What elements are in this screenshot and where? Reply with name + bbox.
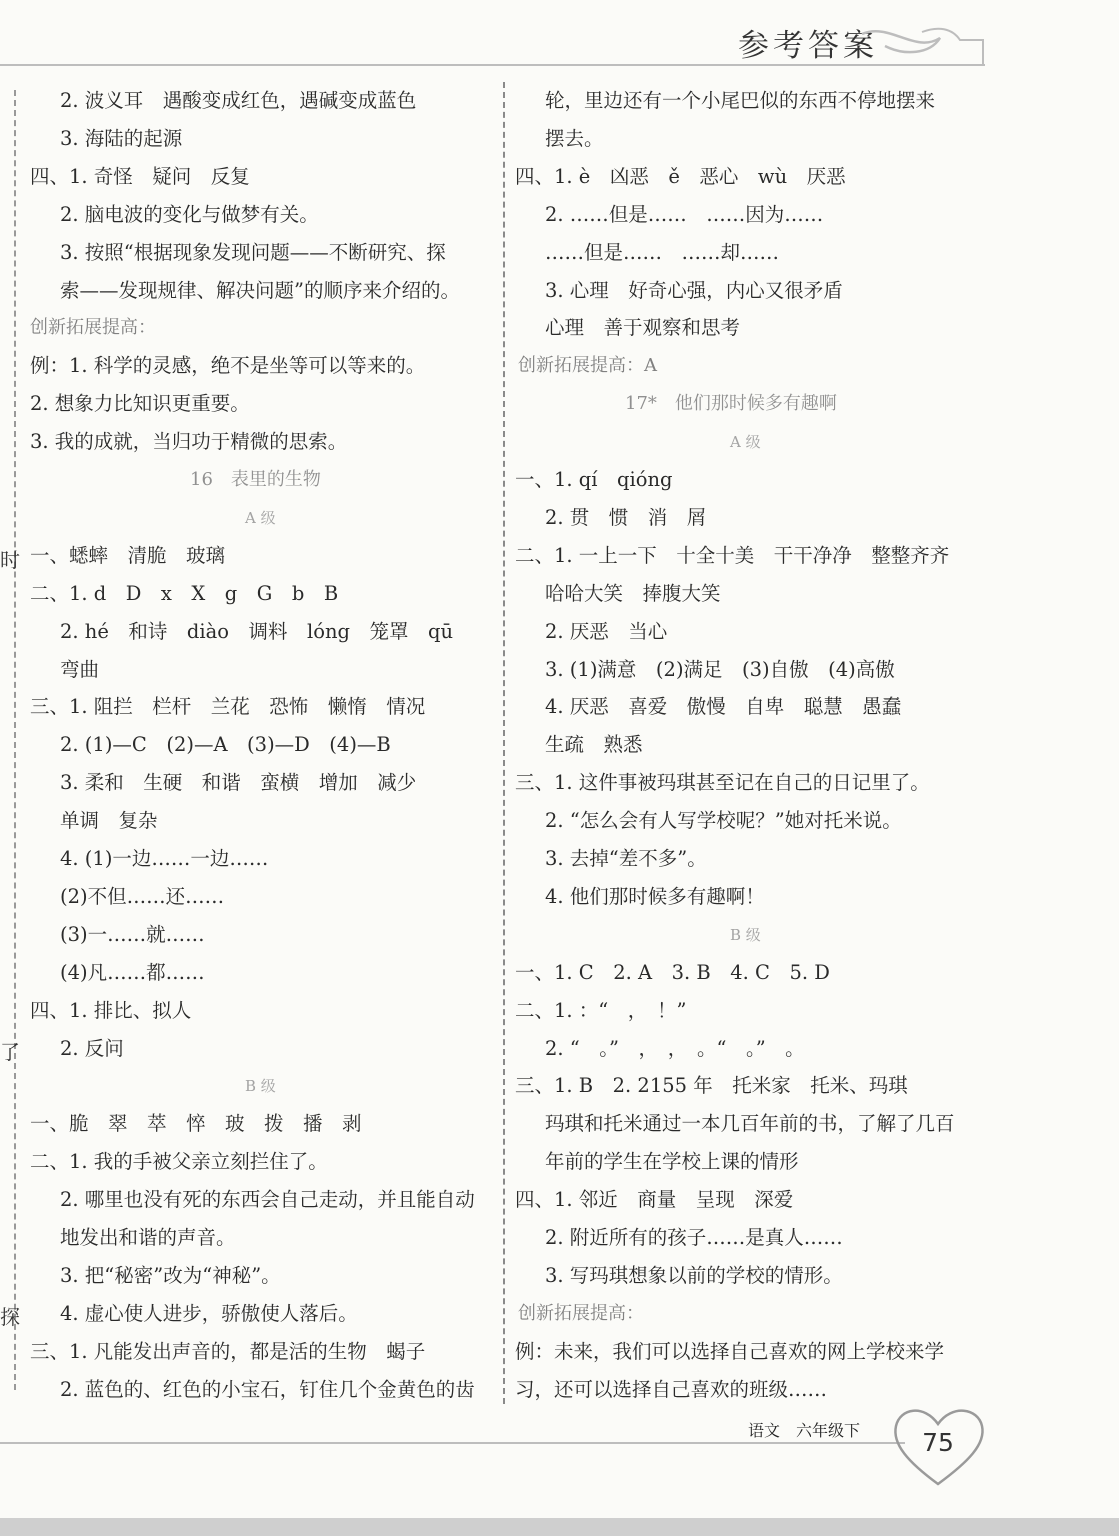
answer-line: 生疏 熟悉 bbox=[545, 733, 643, 757]
answer-line: 二、1. 一上一下 十全十美 干干净净 整整齐齐 bbox=[515, 543, 950, 567]
answer-line: 四、1. 排比、拟人 bbox=[30, 998, 192, 1022]
edge-mark: 探 bbox=[0, 1305, 20, 1329]
edge-mark: 了 bbox=[0, 1040, 20, 1064]
answer-line: 4. 虚心使人进步，骄傲使人落后。 bbox=[60, 1301, 358, 1325]
answer-line: 2. 附近所有的孩子……是真人…… bbox=[545, 1226, 843, 1249]
left-edge-tick bbox=[14, 90, 16, 1390]
edge-mark: 时 bbox=[0, 548, 20, 572]
answer-line: 四、1. 奇怪 疑问 反复 bbox=[30, 164, 250, 188]
answer-line: 习，还可以选择自己喜欢的班级…… bbox=[515, 1377, 828, 1401]
answer-line: 三、1. B 2. 2155 年 托米家 托米、玛琪 bbox=[515, 1074, 908, 1098]
answer-line: 2. 想象力比知识更重要。 bbox=[30, 392, 250, 416]
answer-line: 二、1. 我的手被父亲立刻拦住了。 bbox=[30, 1150, 328, 1174]
column-divider bbox=[503, 82, 505, 1404]
answer-line: 例：未来，我们可以选择自己喜欢的网上学校来学 bbox=[515, 1339, 945, 1363]
answer-line: 四、1. è 凶恶 ě 恶心 wù 厌恶 bbox=[515, 164, 846, 188]
answer-line: 2. (1)—C (2)—A (3)—D (4)—B bbox=[60, 733, 391, 757]
answer-line: 心理 善于观察和思考 bbox=[545, 316, 741, 340]
answer-line: 3. 去掉“差不多”。 bbox=[545, 847, 707, 870]
answer-line: 2. 反问 bbox=[60, 1036, 124, 1060]
answer-line: 哈哈大笑 捧腹大笑 bbox=[545, 581, 721, 605]
answer-line: 摆去。 bbox=[545, 126, 604, 150]
answer-line: 二、1. ：“ ， ！” bbox=[515, 998, 687, 1022]
answer-line: 3. 写玛琪想象以前的学校的情形。 bbox=[545, 1263, 843, 1287]
answer-line: 三、1. 凡能发出声音的，都是活的生物 蝎子 bbox=[30, 1339, 426, 1363]
answer-line: 2. “ 。” ， ， 。“ 。” 。 bbox=[545, 1036, 805, 1060]
subheading: 创新拓展提高：A bbox=[518, 355, 657, 377]
answer-line: 一、1. qí qióng bbox=[515, 468, 673, 491]
answer-line: 3. 柔和 生硬 和谐 蛮横 增加 减少 bbox=[60, 771, 417, 795]
answer-line: 三、1. 阻拦 栏杆 兰花 恐怖 懒惰 情况 bbox=[30, 695, 426, 719]
answer-line: 2. hé 和诗 diào 调料 lóng 笼罩 qū bbox=[60, 619, 454, 643]
answer-line: 3. 把“秘密”改为“神秘”。 bbox=[60, 1263, 281, 1287]
header-rule bbox=[0, 64, 985, 66]
answer-line: 地发出和谐的声音。 bbox=[60, 1226, 236, 1249]
answer-line: (3)一……就…… bbox=[60, 922, 205, 946]
section-title: 16 表里的生物 bbox=[190, 469, 321, 490]
section-title: 17* 他们那时候多有趣啊 bbox=[625, 393, 837, 415]
answer-line: 二、1. d D x X g G b B bbox=[30, 581, 339, 605]
subheading: 创新拓展提高： bbox=[30, 317, 156, 339]
answer-line: (2)不但……还…… bbox=[60, 884, 225, 908]
answer-line: 2. 波义耳 遇酸变成红色，遇碱变成蓝色 bbox=[60, 89, 417, 112]
answer-line: 三、1. 这件事被玛琪甚至记在自己的日记里了。 bbox=[515, 771, 930, 795]
subheading: 创新拓展提高： bbox=[518, 1302, 644, 1324]
answer-line: 2. “怎么会有人写学校呢？”她对托米说。 bbox=[545, 809, 902, 833]
answer-line: 3. 心理 好奇心强，内心又很矛盾 bbox=[545, 278, 843, 302]
answer-line: 例：1. 科学的灵感，绝不是坐等可以等来的。 bbox=[30, 354, 426, 378]
answer-line: 3. 按照“根据现象发现问题——不断研究、探 bbox=[60, 240, 446, 264]
answer-line: 2. 哪里也没有死的东西会自己走动，并且能自动 bbox=[60, 1188, 475, 1212]
answer-line: 轮，里边还有一个小尾巴似的东西不停地摆来 bbox=[545, 89, 936, 112]
header-swoosh-decoration bbox=[860, 24, 985, 68]
level-heading: A 级 bbox=[730, 433, 761, 452]
answer-line: 3. 海陆的起源 bbox=[60, 126, 183, 150]
answer-line: 年前的学生在学校上课的情形 bbox=[545, 1150, 799, 1174]
answer-line: 弯曲 bbox=[60, 657, 100, 681]
answer-line: 4. (1)一边……一边…… bbox=[60, 847, 269, 870]
answer-line: 四、1. 邻近 商量 呈现 深爱 bbox=[515, 1188, 794, 1212]
answer-line: 2. 贯 惯 消 屑 bbox=[545, 505, 707, 529]
answer-line: 2. 厌恶 当心 bbox=[545, 619, 668, 643]
answer-line: 2. 蓝色的、红色的小宝石，钉住几个金黄色的齿 bbox=[60, 1377, 475, 1401]
answer-line: 一、脆 翠 萃 悴 玻 拨 播 剥 bbox=[30, 1112, 362, 1136]
answer-line: 4. 他们那时候多有趣啊！ bbox=[545, 884, 765, 908]
answer-line: ……但是…… ……却…… bbox=[545, 240, 780, 264]
level-heading: A 级 bbox=[245, 508, 276, 527]
answer-line: (4)凡……都…… bbox=[60, 960, 205, 984]
page-number: 75 bbox=[922, 1428, 954, 1457]
answer-line: 3. (1)满意 (2)满足 (3)自傲 (4)高傲 bbox=[545, 657, 895, 681]
scan-bottom-band bbox=[0, 1518, 1119, 1536]
answer-line: 玛琪和托米通过一本几百年前的书，了解了几百 bbox=[545, 1112, 955, 1136]
answer-line: 4. 厌恶 喜爱 傲慢 自卑 聪慧 愚蠢 bbox=[545, 695, 902, 719]
answer-line: 一、蟋蟀 清脆 玻璃 bbox=[30, 543, 226, 567]
footer-rule bbox=[0, 1442, 905, 1444]
answer-line: 索——发现规律、解决问题”的顺序来介绍的。 bbox=[60, 278, 460, 302]
answer-line: 3. 我的成就，当归功于精微的思索。 bbox=[30, 430, 348, 454]
footer-subject-grade: 语文 六年级下 bbox=[748, 1421, 861, 1440]
level-heading: B 级 bbox=[245, 1077, 276, 1096]
answer-line: 2. ……但是…… ……因为…… bbox=[545, 202, 824, 226]
answer-line: 2. 脑电波的变化与做梦有关。 bbox=[60, 202, 319, 226]
answer-line: 单调 复杂 bbox=[60, 809, 158, 833]
answer-line: 一、1. C 2. A 3. B 4. C 5. D bbox=[515, 960, 830, 984]
header-title: 参考答案 bbox=[738, 28, 878, 64]
level-heading: B 级 bbox=[730, 925, 761, 944]
